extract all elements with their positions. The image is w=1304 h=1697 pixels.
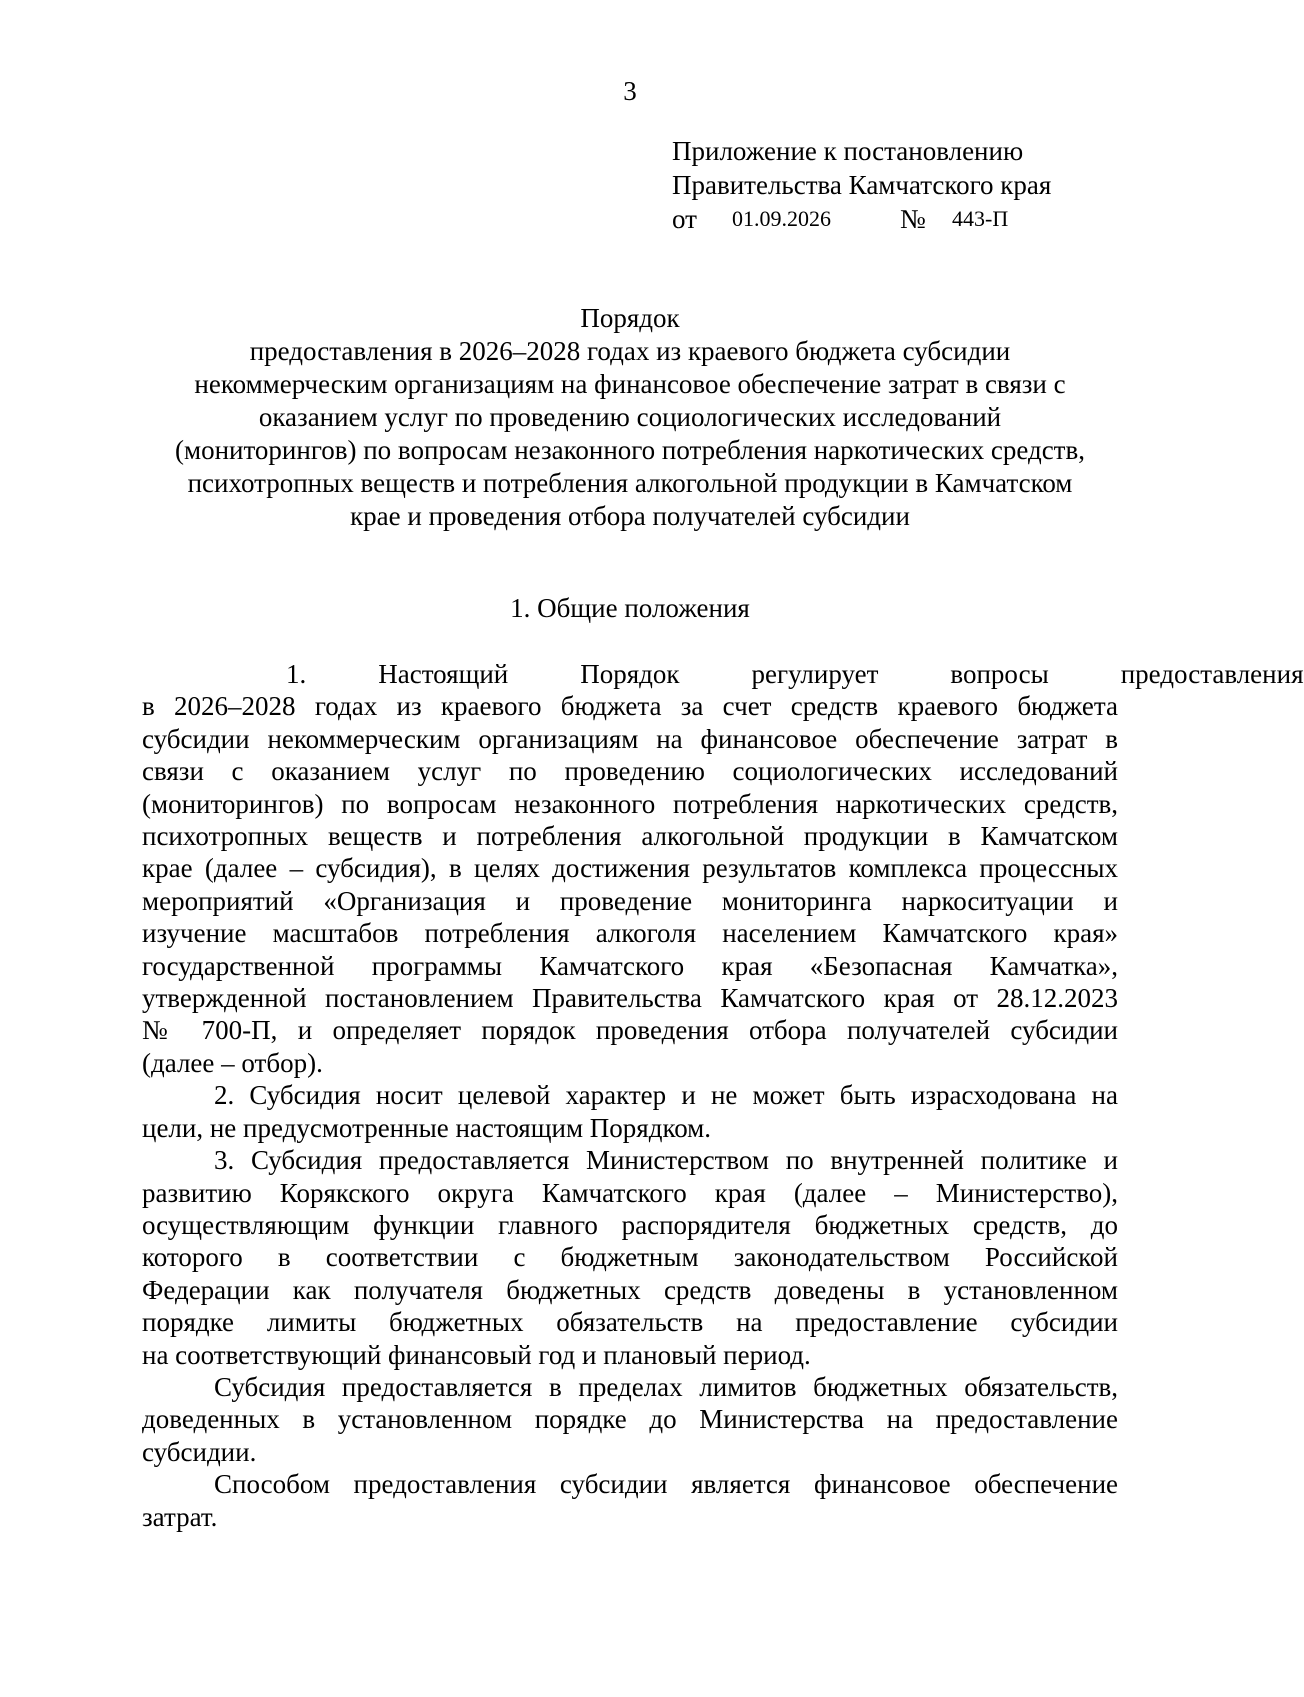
section-heading: 1. Общие положения — [510, 593, 750, 623]
paragraph-line — [142, 658, 1304, 690]
appendix-date-row — [672, 202, 1051, 236]
paragraph-line: в 2026–2028 годах из краевого бюджета за счет средств краевого бюджета — [142, 691, 1118, 722]
paragraph-line: крае (далее – субсидия), в целях достижения результатов комплекса процессных — [142, 853, 1118, 884]
paragraph-line: порядке лимиты бюджетных обязательств на предоставление субсидии — [142, 1307, 1118, 1338]
paragraph-line: мероприятий «Организация и проведение мониторинга наркоситуации и — [142, 885, 1118, 916]
title-line: оказанием услуг по проведению социологических исследований — [258, 402, 1002, 432]
paragraph-line: 2. Субсидия носит целевой характер и не может быть израсходована на — [214, 1080, 1118, 1111]
paragraph-line: затрат. — [142, 1501, 218, 1532]
word: вопросы — [950, 659, 1049, 689]
document-title — [140, 302, 1120, 533]
paragraph-line: Способом предоставления субсидии является финансовое обеспечение — [214, 1469, 1118, 1500]
word: предоставления — [1120, 659, 1304, 689]
resolution-number: 443-П — [952, 206, 1009, 231]
paragraph-line: Федерации как получателя бюджетных средств доведены в установленном — [142, 1274, 1118, 1305]
paragraph-line: которого в соответствии с бюджетным законодательством Российской — [142, 1242, 1118, 1273]
paragraph-1 — [142, 658, 1304, 1079]
paragraph-line: связи с оказанием услуг по проведению социологических исследований — [142, 756, 1118, 787]
title-heading: Порядок — [580, 303, 680, 333]
title-line: крае и проведения отбора получателей субсидии — [350, 501, 910, 531]
paragraph-line: государственной программы Камчатского края «Безопасная Камчатка», — [142, 950, 1118, 981]
word: 1. — [286, 659, 307, 689]
paragraph-line: Субсидия предоставляется в пределах лимитов бюджетных обязательств, — [214, 1371, 1118, 1402]
paragraph-3 — [142, 1144, 1118, 1371]
title-line: психотропных веществ и потребления алкогольной продукции в Камчатском — [187, 468, 1073, 498]
paragraph-line: психотропных веществ и потребления алкогольной продукции в Камчатском — [142, 821, 1118, 852]
paragraph-line: изучение масштабов потребления алкоголя населением Камчатского края» — [142, 918, 1118, 949]
title-line: некоммерческим организациям на финансовое обеспечение затрат в связи с — [194, 369, 1066, 399]
title-line: (мониторингов) по вопросам незаконного потребления наркотических средств, — [175, 435, 1085, 465]
appendix-line-2: Правительства Камчатского края — [672, 170, 1052, 200]
paragraph-line: № 700-П, и определяет порядок проведения отбора получателей субсидии — [142, 1015, 1118, 1046]
from-label: от — [672, 204, 697, 234]
paragraph-line: (далее – отбор). — [142, 1047, 323, 1078]
resolution-date: 01.09.2026 — [732, 206, 831, 231]
title-line: предоставления в 2026–2028 годах из краевого бюджета субсидии — [249, 336, 1011, 366]
paragraph-line: доведенных в установленном порядке до Министерства на предоставление — [142, 1404, 1118, 1435]
paragraph-line: (мониторингов) по вопросам незаконного потребления наркотических средств, — [142, 788, 1118, 819]
paragraph-5 — [142, 1468, 1118, 1533]
word: Порядок — [580, 659, 680, 689]
paragraph-line: цели, не предусмотренные настоящим Порядком. — [142, 1112, 712, 1143]
paragraph-line: осуществляющим функции главного распорядителя бюджетных средств, до — [142, 1209, 1118, 1240]
paragraph-2 — [142, 1079, 1118, 1144]
number-label: № — [900, 204, 926, 234]
paragraph-line: 3. Субсидия предоставляется Министерством по внутренней политике и — [214, 1145, 1118, 1176]
paragraph-line: субсидии. — [142, 1436, 257, 1467]
paragraph-4 — [142, 1371, 1118, 1468]
page-number: 3 — [623, 76, 637, 106]
paragraph-line: на соответствующий финансовый год и плановый период. — [142, 1339, 811, 1370]
body-text — [142, 658, 1304, 1533]
paragraph-line: утвержденной постановлением Правительства Камчатского края от 28.12.2023 — [142, 983, 1118, 1014]
paragraph-line: развитию Корякского округа Камчатского края (далее – Министерство), — [142, 1177, 1118, 1208]
appendix-block — [672, 134, 1051, 236]
paragraph-line: субсидии некоммерческим организациям на финансовое обеспечение затрат в — [142, 723, 1118, 754]
word: Настоящий — [378, 659, 509, 689]
word: регулирует — [751, 659, 879, 689]
appendix-line-1: Приложение к постановлению — [672, 136, 1024, 166]
